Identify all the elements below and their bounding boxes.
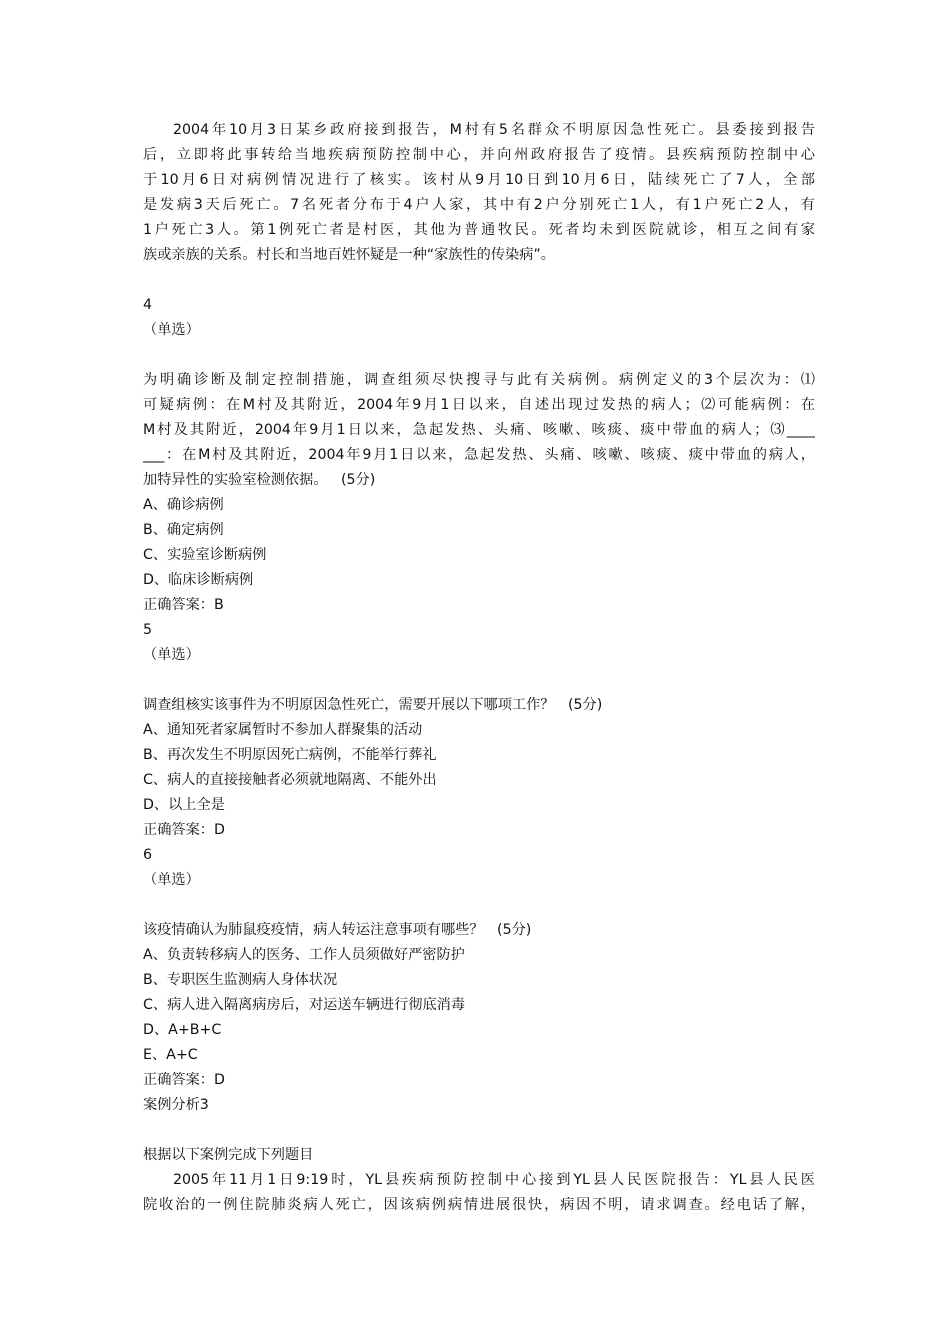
option-c: C、病人进入隔离病房后，对运送车辆进行彻底消毒 [143, 997, 466, 1013]
question-number: 4 [143, 297, 153, 313]
option-a: A、负责转移病人的医务、工作人员须做好严密防护 [143, 947, 465, 963]
case-intro-line: 2004年10月3日某乡政府接到报告，M村有5名群众不明原因急性死亡。县委接到报告 [173, 122, 815, 138]
question-type: （单选） [143, 647, 200, 663]
case-intro-line: 后，立即将此事转给当地疾病预防控制中心，并向州政府报告了疫情。县疾病预防控制中心 [143, 147, 815, 163]
case-3-intro-line: 2005年11月1日9:19时，YL县疾病预防控制中心接到YL县人民医院报告：YL县人民医 [173, 1172, 815, 1188]
case-intro-line: 于10月6日对病例情况进行了核实。该村从9月10日到10月6日，陆续死亡了7人，全部 [143, 172, 815, 188]
question-5 [143, 618, 815, 843]
case-3-intro-line: 院收治的一例住院肺炎病人死亡，因该病例病情进展很快，病因不明，请求调查。经电话了解， [143, 1197, 815, 1213]
option-a: A、通知死者家属暂时不参加人群聚集的活动 [143, 722, 423, 738]
question-number: 6 [143, 847, 153, 863]
correct-answer: 正确答案：B [143, 597, 224, 613]
case-intro-line: 1户死亡3人。第1例死亡者是村医，其他为普通牧民。死者均未到医院就诊，相互之间有家 [143, 222, 815, 238]
question-stem-line: 该疫情确认为肺鼠疫疫情，病人转运注意事项有哪些？ (5分) [143, 922, 532, 938]
question-type: （单选） [143, 872, 200, 888]
question-stem-line: 可疑病例：在M村及其附近，2004年9月1日以来，自述出现过发热的病人；⑵可能病例：在 [143, 397, 815, 413]
option-c: C、病人的直接接触者必须就地隔离、不能外出 [143, 772, 437, 788]
option-b: B、确定病例 [143, 522, 224, 538]
section-title: 案例分析3 [143, 1097, 209, 1113]
case-intro-line: 族或亲族的关系。村长和当地百姓怀疑是一种“家族性的传染病”。 [143, 247, 555, 263]
correct-answer: 正确答案：D [143, 822, 225, 838]
case-intro [143, 118, 815, 268]
section-instruction: 根据以下案例完成下列题目 [143, 1147, 314, 1163]
option-d: D、以上全是 [143, 797, 225, 813]
question-number: 5 [143, 622, 153, 638]
question-6 [143, 843, 815, 1093]
document-page [143, 118, 815, 1218]
question-stem-line: ___：在M村及其附近，2004年9月1日以来，急起发热、头痛、咳嗽、咳痰、痰中带血的病人， [143, 447, 815, 463]
option-e: E、A+C [143, 1047, 198, 1063]
option-d: D、A+B+C [143, 1022, 222, 1038]
question-4 [143, 293, 815, 618]
question-stem-line: 为明确诊断及制定控制措施，调查组须尽快搜寻与此有关病例。病例定义的3个层次为：⑴ [143, 372, 815, 388]
option-c: C、实验室诊断病例 [143, 547, 267, 563]
option-d: D、临床诊断病例 [143, 572, 254, 588]
case-intro-line: 是发病3天后死亡。7名死者分布于4户人家，其中有2户分别死亡1人，有1户死亡2人，有 [143, 197, 815, 213]
question-stem-line: 加特异性的实验室检测依据。 (5分) [143, 472, 376, 488]
option-b: B、再次发生不明原因死亡病例，不能举行葬礼 [143, 747, 437, 763]
case-3 [143, 1093, 815, 1218]
question-type: （单选） [143, 322, 200, 338]
correct-answer: 正确答案：D [143, 1072, 225, 1088]
question-stem-line: M村及其附近，2004年9月1日以来，急起发热、头痛、咳嗽、咳痰、痰中带血的病人；⑶____ [143, 422, 815, 438]
question-stem-line: 调查组核实该事件为不明原因急性死亡，需要开展以下哪项工作？ (5分) [143, 697, 603, 713]
option-a: A、确诊病例 [143, 497, 224, 513]
option-b: B、专职医生监测病人身体状况 [143, 972, 338, 988]
